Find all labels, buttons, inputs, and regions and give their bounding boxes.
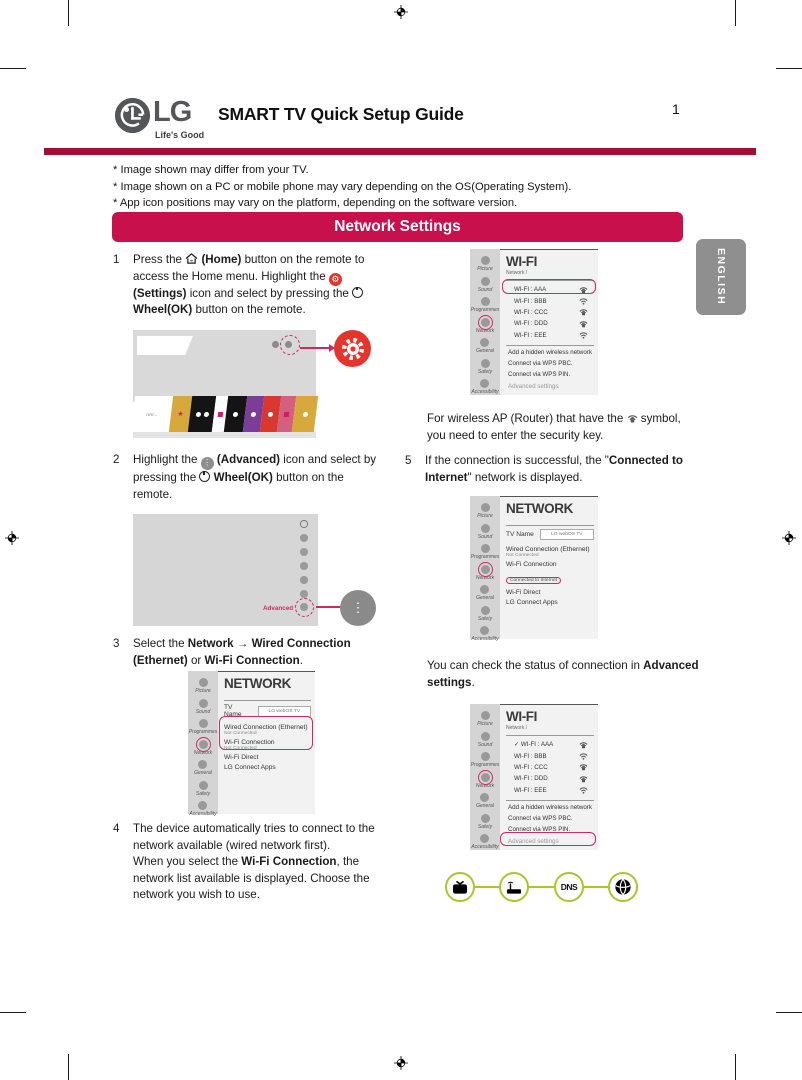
sidebar-item-accessibility: Accessibility — [471, 379, 498, 395]
home-screen-strip — [133, 432, 316, 438]
app-tile — [292, 396, 318, 432]
accessibility-icon — [480, 379, 489, 388]
sound-icon — [199, 699, 208, 708]
network-settings-screenshot — [188, 671, 315, 817]
quick-settings-icon — [300, 562, 308, 570]
crop-mark — [68, 1054, 69, 1080]
tv-settings-main — [500, 704, 598, 850]
step-text-line — [133, 854, 393, 904]
wifi-network-list — [506, 739, 594, 796]
highlight-box — [219, 716, 313, 750]
tv-name-input: LG webOS TV — [540, 529, 594, 540]
step-2 — [113, 452, 385, 503]
menu-item-wifi-direct: Wi-Fi Direct — [506, 589, 541, 596]
step-text — [133, 821, 393, 904]
divider — [506, 525, 594, 526]
crop-mark — [776, 1012, 802, 1013]
step-text-segment: Highlight the — [133, 453, 201, 466]
note-line: * App icon positions may vary on the platform, depending on the software version. — [113, 197, 518, 209]
screen-title: WI-FI — [506, 709, 537, 724]
sidebar-item-picture: Picture — [477, 256, 493, 272]
step-text-bold: (Settings) — [133, 286, 187, 300]
divider — [506, 345, 594, 346]
step-text-segment: button on the remote to access the Home menu. Highlight the — [133, 253, 365, 283]
sidebar-item-safety: Safety — [478, 359, 492, 375]
registration-mark — [782, 531, 796, 545]
wifi-option: Add a hidden wireless network — [508, 803, 592, 811]
step-text-segment: button on the remote. — [192, 303, 306, 316]
divider — [224, 700, 311, 701]
wifi-lock-icon — [579, 741, 588, 749]
router-icon — [505, 880, 523, 895]
step-text-segment: , the network list available is displayed. Choose the network you wish to use. — [133, 855, 370, 901]
step-text-segment: " network is displayed. — [467, 470, 583, 484]
wifi-network-row: WI-FI : BBB — [506, 295, 594, 306]
highlight-box — [502, 279, 596, 294]
programmes-icon — [481, 752, 490, 761]
lg-logo-text: LG — [153, 96, 192, 128]
menu-item-wired: Wired Connection (Ethernet) Not Connected — [506, 546, 590, 558]
sidebar-item-accessibility: Accessibility — [189, 801, 216, 817]
callout-line — [300, 347, 332, 349]
diagram-line — [528, 886, 554, 888]
wifi-option: Connect via WPS PBC. — [508, 360, 573, 368]
wifi-network-row: WI-FI : DDD — [506, 773, 594, 784]
safety-icon — [481, 606, 490, 615]
wheel-ok-icon — [199, 471, 210, 482]
tv-settings-sidebar — [188, 671, 218, 817]
crop-mark — [735, 0, 736, 26]
tv-settings-sidebar — [470, 249, 500, 395]
sidebar-item-sound: Sound — [478, 732, 492, 748]
picture-icon — [481, 503, 490, 512]
sidebar-item-accessibility: Accessibility — [471, 626, 498, 642]
tv-name-label: TV Name — [224, 704, 242, 718]
wifi-lock-icon — [627, 414, 638, 423]
home-icon — [185, 253, 198, 264]
step-text-segment: Select the — [133, 637, 188, 650]
tv-icon — [451, 880, 469, 895]
advanced-highlight-circle — [295, 598, 314, 617]
language-tab-label: ENGLISH — [715, 248, 727, 306]
safety-icon — [481, 814, 490, 823]
step-number: 1 — [113, 253, 120, 266]
wifi-icon — [579, 752, 588, 760]
tv-name-row — [506, 529, 594, 540]
step-4 — [113, 821, 393, 904]
divider — [506, 735, 594, 736]
tv-name-label: TV Name — [506, 531, 534, 538]
network-connected-screenshot — [470, 496, 598, 642]
wifi-lock-icon — [579, 308, 588, 316]
wifi-option: Advanced settings — [508, 837, 559, 845]
wifi-lock-icon — [579, 775, 588, 783]
crop-mark — [735, 1054, 736, 1080]
wifi-option: Connect via WPS PIN. — [508, 371, 571, 379]
sidebar-item-programmes: Programmes — [471, 297, 500, 313]
step-text — [425, 453, 690, 486]
crop-mark — [776, 68, 802, 69]
wifi-network-row: WI-FI : EEE — [506, 785, 594, 796]
app-tile-row — [133, 396, 316, 432]
quick-settings-screenshot — [133, 514, 318, 626]
sound-icon — [481, 732, 490, 741]
step-1 — [113, 252, 385, 319]
step-text-bold: (Home) — [201, 253, 242, 266]
sidebar-item-safety: Safety — [196, 781, 210, 797]
tv-settings-main — [218, 671, 315, 814]
wifi-network-row: WI-FI : AAA — [506, 284, 594, 295]
wifi-option: Connect via WPS PBC. — [508, 815, 573, 823]
network-icon — [481, 565, 490, 574]
sidebar-item-network: Network — [476, 565, 494, 581]
sidebar-item-network: Network — [194, 740, 212, 756]
gear-icon — [340, 336, 366, 362]
accessibility-icon — [480, 626, 489, 635]
sidebar-item-general: General — [194, 760, 212, 776]
wifi-lock-icon — [579, 320, 588, 328]
diagram-line — [474, 886, 499, 888]
security-key-note — [427, 411, 701, 444]
step-3 — [113, 636, 388, 669]
step-text-bold: Network — [187, 637, 234, 650]
wifi-network-row: WI-FI : BBB — [506, 750, 594, 761]
step-text-segment: icon and select by pressing the — [133, 453, 377, 484]
menu-item-wifi-connection: Wi-Fi Connection Not Connected — [224, 739, 275, 751]
crop-mark — [68, 0, 69, 26]
wifi-icon — [579, 331, 588, 339]
step-text-bold: Wired Connection (Ethernet) — [133, 637, 351, 667]
wifi-option: Advanced settings — [508, 382, 559, 390]
note-segment: . — [471, 675, 475, 689]
lg-logo-tagline: Life's Good — [155, 130, 205, 140]
tv-settings-sidebar — [470, 496, 500, 642]
registration-mark — [394, 5, 408, 19]
sidebar-item-sound: Sound — [478, 277, 492, 293]
settings-highlight-circle — [280, 335, 300, 355]
menu-item-wifi-direct: Wi-Fi Direct — [224, 754, 259, 761]
step-text-bold: Wi-Fi Connection — [241, 855, 337, 868]
step-text — [133, 252, 385, 319]
step-number: 3 — [113, 637, 120, 650]
wifi-network-row: WI-FI : CCC — [506, 307, 594, 318]
sidebar-item-picture: Picture — [477, 711, 493, 727]
programmes-icon — [199, 719, 208, 728]
wifi-connected-screenshot — [470, 704, 598, 850]
step-text-segment: . — [299, 653, 303, 667]
network-icon — [199, 740, 208, 749]
wifi-network-row: WI-FI : DDD — [506, 318, 594, 329]
diagram-node-internet — [608, 872, 638, 902]
language-tab — [696, 239, 746, 315]
wifi-options-list — [506, 349, 594, 394]
screen-subtitle: Network / — [506, 270, 528, 276]
sidebar-item-programmes: Programmes — [189, 719, 218, 735]
step-text-segment: If the connection is successful, the " — [425, 454, 609, 467]
sidebar-item-network: Network — [476, 773, 494, 789]
wifi-network-row: ✓ WI-FI : AAA — [506, 739, 594, 750]
diagram-line — [583, 886, 608, 888]
safety-icon — [481, 359, 490, 368]
advanced-label: Advanced — [263, 605, 294, 612]
safety-icon — [199, 781, 208, 790]
wheel-ok-icon — [352, 287, 363, 298]
app-tile: rrrrr... — [131, 396, 173, 432]
section-banner: Network Settings — [112, 212, 683, 242]
step-text-segment: or — [187, 653, 205, 667]
quick-settings-icon — [300, 576, 308, 584]
step-text-bold: Wheel(OK) — [133, 303, 193, 316]
advanced-ellipsis-badge: ⋮ — [340, 590, 376, 626]
wifi-list-screenshot — [470, 249, 598, 395]
note-segment: You can check the status of connection in — [427, 659, 644, 672]
globe-icon — [614, 878, 632, 896]
connected-status-badge: Connected to Internet — [506, 577, 561, 584]
step-number: 5 — [405, 454, 412, 467]
settings-gear-icon: ⚙ — [329, 273, 342, 286]
sidebar-item-general: General — [476, 585, 494, 601]
sidebar-item-network: Network — [476, 318, 494, 334]
programmes-icon — [481, 544, 490, 553]
step-5 — [405, 453, 690, 486]
menu-item-wired: Wired Connection (Ethernet) Not Connected — [224, 724, 308, 736]
picture-icon — [199, 678, 208, 687]
callout-line — [316, 606, 342, 608]
step-number: 4 — [113, 822, 120, 835]
picture-icon — [481, 256, 490, 265]
page-title: SMART TV Quick Setup Guide — [218, 104, 464, 124]
menu-item-lg-connect-apps: LG Connect Apps — [224, 764, 276, 771]
tv-settings-main — [500, 249, 598, 395]
general-icon — [480, 585, 489, 594]
general-icon — [198, 760, 207, 769]
sidebar-item-sound: Sound — [196, 699, 210, 715]
wifi-option: Add a hidden wireless network — [508, 348, 592, 356]
picture-icon — [481, 711, 490, 720]
sound-icon — [481, 277, 490, 286]
crop-mark — [0, 68, 26, 69]
crop-mark — [0, 1012, 26, 1013]
tv-settings-main — [500, 496, 598, 639]
menu-item-lg-connect-apps: LG Connect Apps — [506, 599, 558, 606]
page-number: 1 — [672, 101, 680, 117]
divider — [506, 800, 594, 801]
home-screen-screenshot — [133, 330, 316, 438]
network-icon — [481, 773, 490, 782]
settings-gear-badge — [334, 330, 371, 367]
step-text-segment: When you select the — [133, 855, 242, 868]
step-text-bold: Connected to Internet — [425, 454, 683, 484]
diagram-node-dns — [554, 872, 584, 902]
diagram-node-router — [499, 872, 529, 902]
screen-title: NETWORK — [224, 676, 291, 691]
step-text — [133, 636, 388, 669]
disclaimer-notes — [113, 162, 571, 212]
registration-mark — [394, 1056, 408, 1070]
step-text — [133, 452, 385, 503]
note-segment: symbol, you need to enter the security key. — [427, 412, 681, 442]
header-rule — [44, 148, 756, 155]
step-text-segment: The device automatically tries to connect to the network available (wired network first). — [133, 822, 375, 852]
sidebar-item-programmes: Programmes — [471, 544, 500, 560]
accessibility-icon — [480, 834, 489, 843]
note-bold: Advanced settings — [427, 659, 699, 689]
general-icon — [480, 338, 489, 347]
quick-settings-icon — [300, 520, 308, 528]
sidebar-item-safety: Safety — [478, 606, 492, 622]
diagram-node-tv — [445, 872, 475, 902]
sound-icon — [481, 524, 490, 533]
step-text-segment: button on the remote. — [133, 471, 344, 501]
tv-name-input: LG webOS TV — [258, 706, 311, 717]
step-text-bold: Wi-Fi Connection — [204, 653, 300, 667]
wifi-option: Connect via WPS PIN. — [508, 826, 571, 834]
sidebar-item-picture: Picture — [195, 678, 211, 694]
wifi-icon — [579, 297, 588, 305]
step-text-segment: → — [233, 637, 252, 650]
sidebar-item-general: General — [476, 338, 494, 354]
home-screen-notch — [137, 336, 193, 355]
note-line: * Image shown may differ from your TV. — [113, 164, 309, 176]
sidebar-item-programmes: Programmes — [471, 752, 500, 768]
sidebar-item-picture: Picture — [477, 503, 493, 519]
quick-settings-icon — [300, 590, 308, 598]
wifi-icon — [579, 786, 588, 794]
sidebar-item-safety: Safety — [478, 814, 492, 830]
note-line: * Image shown on a PC or mobile phone may vary depending on the OS(Operating System). — [113, 180, 572, 193]
screen-title: WI-FI — [506, 254, 537, 269]
home-topbar-icon — [272, 341, 279, 348]
tv-settings-sidebar — [470, 704, 500, 850]
quick-settings-icon-column — [300, 520, 308, 598]
general-icon — [480, 793, 489, 802]
step-text-bold: (Advanced) — [216, 453, 281, 466]
quick-settings-icon — [300, 534, 308, 542]
highlight-box — [500, 832, 596, 846]
step-text-bold: Wheel(OK) — [213, 471, 273, 484]
programmes-icon — [481, 297, 490, 306]
lg-logo-icon — [114, 97, 151, 134]
connection-diagram — [443, 862, 643, 912]
network-icon — [481, 318, 490, 327]
quick-settings-icon — [300, 548, 308, 556]
note-segment: For wireless AP (Router) that have the — [427, 412, 627, 425]
accessibility-icon — [198, 801, 207, 810]
screen-subtitle: Network / — [506, 725, 528, 731]
advanced-icon: ⋮ — [201, 457, 214, 470]
sidebar-item-accessibility: Accessibility — [471, 834, 498, 850]
dns-label: DNS — [560, 882, 578, 892]
advanced-settings-note — [427, 658, 699, 691]
registration-mark — [5, 531, 19, 545]
wifi-network-row: WI-FI : EEE — [506, 330, 594, 341]
app-tile: ★ — [169, 396, 192, 432]
sidebar-item-sound: Sound — [478, 524, 492, 540]
screen-title: NETWORK — [506, 501, 573, 516]
wifi-lock-icon — [579, 763, 588, 771]
step-text-segment: icon and select by pressing the — [186, 286, 353, 300]
menu-item-wifi-connection: Wi-Fi Connection Connected to Internet — [506, 561, 594, 586]
sidebar-item-general: General — [476, 793, 494, 809]
wifi-network-row: WI-FI : CCC — [506, 762, 594, 773]
step-number: 2 — [113, 453, 120, 466]
step-text-segment: Press the — [133, 253, 186, 266]
